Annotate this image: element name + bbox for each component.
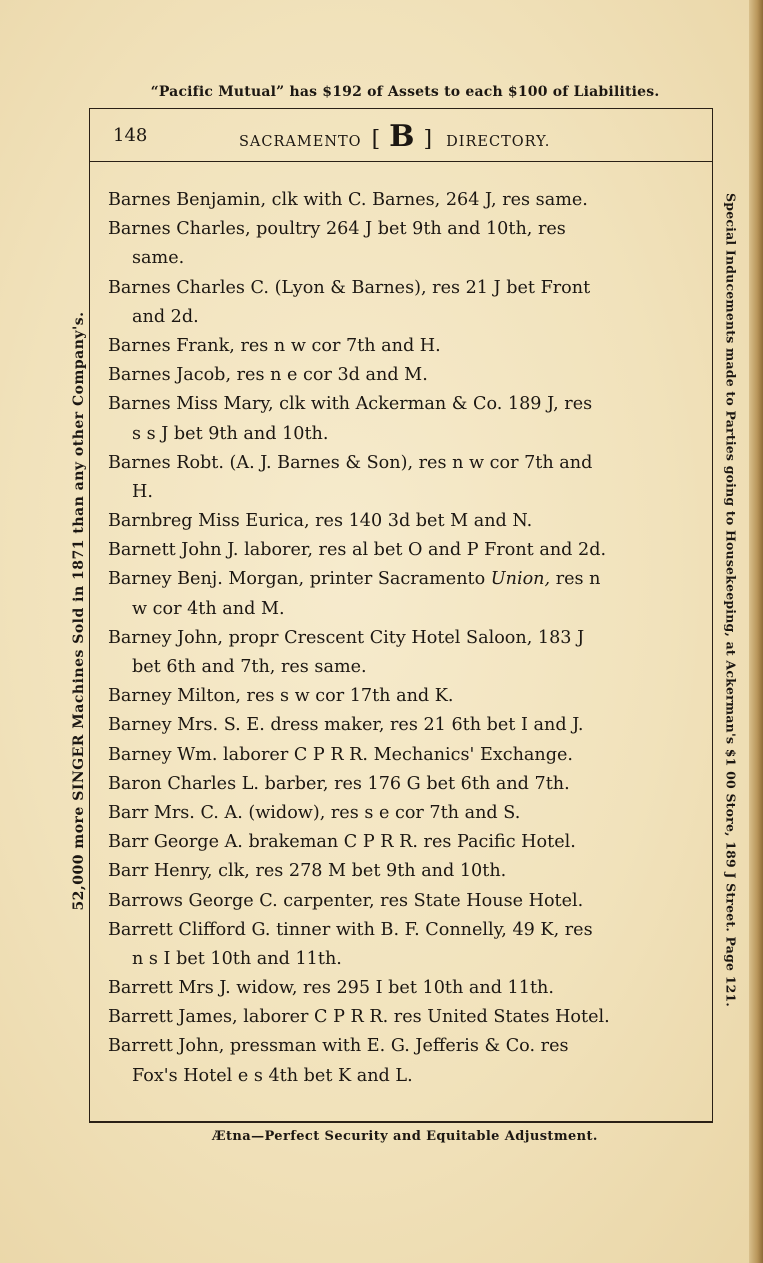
entry-text: bet 6th and 7th, res same. [132, 657, 367, 677]
directory-entry [108, 1032, 708, 1090]
entry-text: Barrett Mrs J. widow, res 295 I bet 10th and 11th. [108, 978, 554, 999]
entry-line [108, 682, 708, 711]
directory-entry [108, 507, 708, 536]
entry-line [108, 449, 708, 478]
directory-entry [108, 274, 708, 332]
right-margin-advertisement-text: Special Inducements made to Parties going to Housekeeping, at Ackerman's $1 00 Store, 189 J Street. Page 121. [723, 193, 739, 1007]
entry-text: Barnes Charles C. (Lyon & Barnes), res 21 J bet Front [108, 277, 591, 298]
entry-line [108, 770, 708, 799]
running-head-title [239, 119, 550, 154]
directory-entry [108, 887, 708, 916]
header-left-bracket: [ [371, 127, 381, 152]
entry-text: Barney Wm. laborer C P R R. Mechanics' Exchange. [108, 744, 574, 765]
entry-text: s s J bet 9th and 10th. [132, 423, 329, 444]
entry-text: Barney Benj. Morgan, printer Sacramento [108, 569, 491, 590]
entry-line [108, 974, 708, 1003]
entry-line [108, 741, 708, 770]
entry-line [108, 390, 708, 419]
directory-entry [108, 215, 708, 273]
entry-line [108, 916, 708, 945]
entry-continuation-line [108, 244, 708, 273]
directory-entry [108, 799, 708, 828]
entry-line [108, 799, 708, 828]
page-edge [749, 0, 763, 1263]
directory-entry [108, 857, 708, 886]
entry-text: Barnett John J. laborer, res al bet O and P Front and 2d. [108, 540, 607, 561]
running-header [89, 108, 713, 162]
entry-text: Barnes Jacob, res n e cor 3d and M. [108, 365, 428, 386]
entry-text: and 2d. [132, 306, 199, 327]
header-directory-label: DIRECTORY. [446, 134, 551, 150]
entry-line [108, 186, 708, 215]
directory-entry [108, 536, 708, 565]
entry-text: Barnes Miss Mary, clk with Ackerman & Co. 189 J, res [108, 394, 593, 415]
entry-text: Barney John, propr Crescent City Hotel Saloon, 183 J [108, 627, 585, 648]
entry-line [108, 507, 708, 536]
entry-italic-text: Union, [490, 569, 551, 590]
bottom-advertisement: Ætna—Perfect Security and Equitable Adjustment. [212, 1129, 598, 1144]
directory-entry [108, 565, 708, 623]
entry-continuation-line [108, 653, 708, 682]
entry-text: Barnes Charles, poultry 264 J bet 9th and 10th, res [108, 219, 566, 240]
entry-text: Barney Milton, res s w cor 17th and K. [108, 686, 454, 707]
entry-continuation-line [108, 945, 708, 974]
entry-text: w cor 4th and M. [132, 598, 285, 619]
entry-text: Barr Henry, clk, res 278 M bet 9th and 10th. [108, 861, 507, 882]
entry-text: Barrett Clifford G. tinner with B. F. Connelly, 49 K, res [108, 919, 593, 940]
directory-entry [108, 916, 708, 974]
header-right-bracket: ] [423, 127, 433, 152]
page-number: 148 [113, 125, 148, 146]
entry-line [108, 828, 708, 857]
entry-text: H. [132, 481, 153, 502]
left-margin-advertisement-text: 52,000 more SINGER Machines Sold in 1871 than any other Company's. [71, 311, 87, 911]
entry-line [108, 887, 708, 916]
directory-entry [108, 711, 708, 740]
entry-line [108, 624, 708, 653]
directory-entry [108, 361, 708, 390]
entry-continuation-line [108, 595, 708, 624]
entry-line [108, 274, 708, 303]
entry-line [108, 857, 708, 886]
entry-text: Barnes Frank, res n w cor 7th and H. [108, 335, 441, 356]
entry-text: Barr George A. brakeman C P R R. res Pacific Hotel. [108, 832, 576, 853]
directory-entry [108, 390, 708, 448]
directory-entry [108, 624, 708, 682]
directory-entry [108, 828, 708, 857]
entry-text: Barr Mrs. C. A. (widow), res s e cor 7th and S. [108, 802, 521, 823]
directory-entry [108, 974, 708, 1003]
directory-entry [108, 332, 708, 361]
header-city: SACRAMENTO [239, 134, 362, 150]
header-letter: B [389, 119, 415, 154]
entry-line [108, 536, 708, 565]
entry-line [108, 1032, 708, 1061]
directory-entry [108, 1003, 708, 1032]
entry-continuation-line [108, 420, 708, 449]
entry-line [108, 1003, 708, 1032]
entry-continuation-line [108, 303, 708, 332]
entry-line [108, 215, 708, 244]
directory-entry [108, 186, 708, 215]
entry-text: Barnes Benjamin, clk with C. Barnes, 264 J, res same. [108, 190, 588, 210]
directory-entry [108, 449, 708, 507]
entry-text: Barnbreg Miss Eurica, res 140 3d bet M and N. [108, 511, 533, 532]
directory-entry [108, 770, 708, 799]
entry-text: Barrows George C. carpenter, res State House Hotel. [108, 890, 584, 911]
entry-text-tail: res n [550, 569, 601, 590]
entry-text: Baron Charles L. barber, res 176 G bet 6th and 7th. [108, 773, 570, 794]
entry-text: Fox's Hotel e s 4th bet K and L. [132, 1065, 413, 1086]
entry-continuation-line [108, 1062, 708, 1091]
directory-entry [108, 682, 708, 711]
entry-text: Barney Mrs. S. E. dress maker, res 21 6th bet I and J. [108, 715, 584, 736]
entry-line [108, 711, 708, 740]
entry-text: Barrett John, pressman with E. G. Jefferis & Co. res [108, 1036, 569, 1057]
entry-text: n s I bet 10th and 11th. [132, 948, 342, 969]
entry-line [108, 332, 708, 361]
directory-entry [108, 741, 708, 770]
entry-line [108, 565, 708, 594]
directory-entries [108, 186, 708, 1091]
entry-continuation-line [108, 478, 708, 507]
top-advertisement: “Pacific Mutual” has $192 of Assets to each $100 of Liabilities. [150, 84, 660, 100]
entry-text: Barnes Robt. (A. J. Barnes & Son), res n w cor 7th and [108, 452, 593, 473]
entry-line [108, 361, 708, 390]
entry-text: Barrett James, laborer C P R R. res United States Hotel. [108, 1007, 610, 1028]
entry-text: same. [132, 248, 185, 269]
